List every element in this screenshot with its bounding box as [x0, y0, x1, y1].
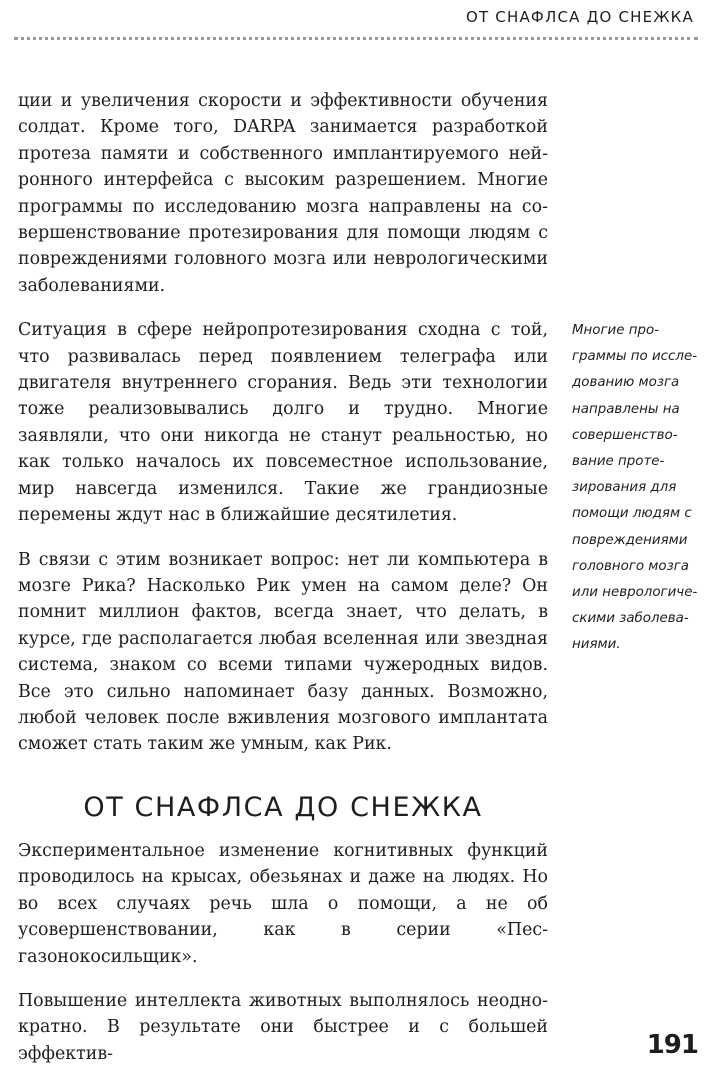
body-paragraph-2: Ситуация в сфере нейропротезирования сходна с той, что развивалась перед появлением телеграфа или двигателя внутреннего сгорания. Ведь эти технологии тоже реализовывались долго и трудно. Многие заявляли, что они никогда не станут реальностью, но как только началось их повсеместное использование, мир навсегда изменился. Такие же грандиозные перемены ждут нас в ближайшие десятилетия.	[18, 320, 548, 526]
body-paragraph-3: В связи с этим возникает вопрос: нет ли компьютера в мозге Рика? Насколько Рик умен на самом деле? Он помнит миллион фактов, всегда знает, что делать, в курсе, где располагается любая вселенная или звездная система, знаком со всеми типами чужеродных видов. Все это сильно напоминает базу данных. Возможно, любой человек после вживления мозгового имплантата сможет стать таким же умным, как Рик.	[18, 549, 548, 755]
running-header-title: ОТ СНАФЛСА ДО СНЕЖКА	[465, 8, 694, 26]
section-paragraph-2: Повышение интеллекта животных выполнялось неоднократно. В результате они быстрее и с большей эффектив-	[18, 991, 548, 1064]
body-text-column	[18, 88, 548, 776]
page-number: 191	[646, 1030, 698, 1060]
margin-sidenote: Многие программы по исследованию мозга направлены на совершенствование протезирования для помощи людям с повреждениями головного мозга или неврологическими заболеваниями.	[572, 323, 698, 653]
section-text-column	[18, 838, 548, 1085]
section-paragraph-1: Экспериментальное изменение когнитивных функций проводилось на крысах, обезьянах и даже на людях. Но во всех случаях речь шла о помощи, а не об усовершенствовании, как в серии «Пес-газонокосильщик».	[18, 841, 548, 967]
body-paragraph-1: ции и увеличения скорости и эффективности обучения солдат. Кроме того, DARPA занимается разработкой протеза памяти и собственного имплантируемого нейронного интерфейса с высоким разрешением. Многие программы по исследованию мозга направлены на совершенствование протезирования для помощи людям с повреждениями головного мозга или неврологическими заболеваниями.	[18, 91, 548, 296]
header-dotted-divider	[14, 37, 698, 40]
section-heading: ОТ СНАФЛСА ДО СНЕЖКА	[83, 792, 483, 823]
